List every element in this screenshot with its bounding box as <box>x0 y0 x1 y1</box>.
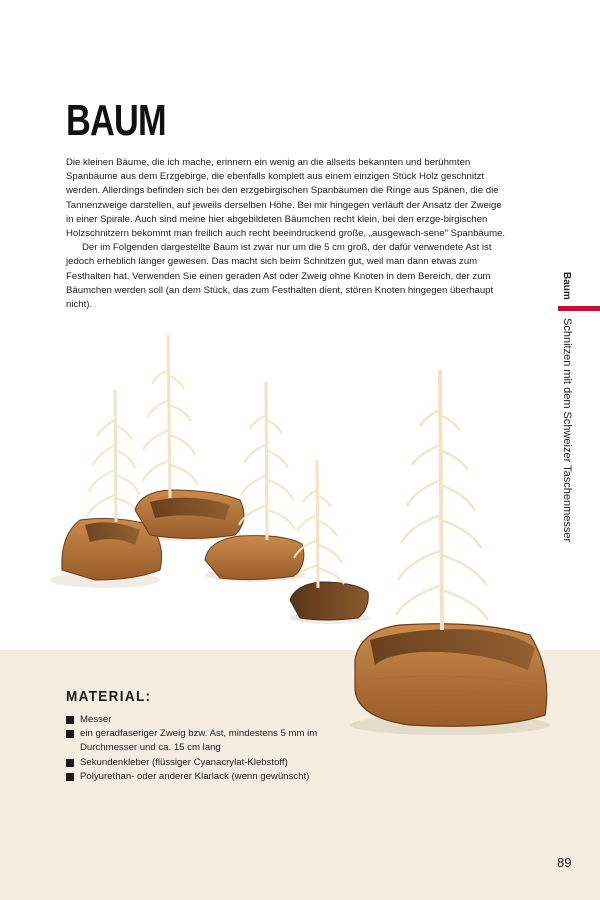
material-heading: MATERIAL: <box>66 688 152 705</box>
tree-5 <box>355 370 547 726</box>
side-tab-chapter: Schnitzen mit dem Schweizer Taschenmesser <box>561 318 573 543</box>
intro-text <box>66 156 506 312</box>
intro-paragraph-2: Der im Folgenden dargestellte Baum ist zwar nur um die 5 cm groß, der dafür verwendete Ast ist jedoch erheblich länger gewesen. Das macht sich beim Schnitzen gut, weil man dann etwas zum Festhalten hat. Verwenden Sie einen geraden Ast oder Zweig ohne Knoten in dem Bereich, der zum Bäumchen werden soll (an dem Stück, das zum Festhalten dient, stören Knoten hingegen überhaupt nicht). <box>66 242 494 311</box>
page-number: 89 <box>557 855 572 870</box>
page-title: BAUM <box>66 96 166 145</box>
tree-2 <box>135 335 244 539</box>
material-section <box>66 688 356 784</box>
side-tab-section: Baum <box>561 272 572 300</box>
bullet-square-icon <box>66 773 74 781</box>
tree-3 <box>205 382 304 580</box>
bullet-square-icon <box>66 730 74 738</box>
tree-1 <box>62 390 162 580</box>
bullet-square-icon <box>66 759 74 767</box>
intro-paragraph-1: Die kleinen Bäume, die ich mache, erinnern ein wenig an die allseits bekannten und berühmten Spanbäume aus dem Erzgebirge, die ebenfalls komplett aus einem einzigen Stück Holz geschnitzt werden. Allerdings befinden sich bei den erzgebirgischen Spanbäumen die Ringe aus Spänen, die die Tannenzweige darstellen, auf jeweils derselben Höhe. Bei mir hingegen verläuft der Ansatz der Zweige in einer Spirale. Auch sind meine hier abgebildeten Bäumchen recht klein, bei den erzge-birgischen Holzschnitzern bekommt man freilich auch recht beeindruckend große, „ausgewach-sene" Spanbäume. <box>66 157 506 240</box>
bullet-square-icon <box>66 716 74 724</box>
material-list <box>66 713 356 784</box>
material-item: Sekundenkleber (flüssiger Cyanacrylat-Klebstoff) <box>66 756 356 770</box>
material-item: ein geradfaseriger Zweig bzw. Ast, mindestens 5 mm im Durchmesser und ca. 15 cm lang <box>66 727 356 755</box>
material-item: Messer <box>66 713 356 727</box>
side-tab-marker <box>558 306 600 311</box>
tree-4 <box>290 460 368 620</box>
material-item: Polyurethan- oder anderer Klarlack (wenn gewünscht) <box>66 770 356 784</box>
